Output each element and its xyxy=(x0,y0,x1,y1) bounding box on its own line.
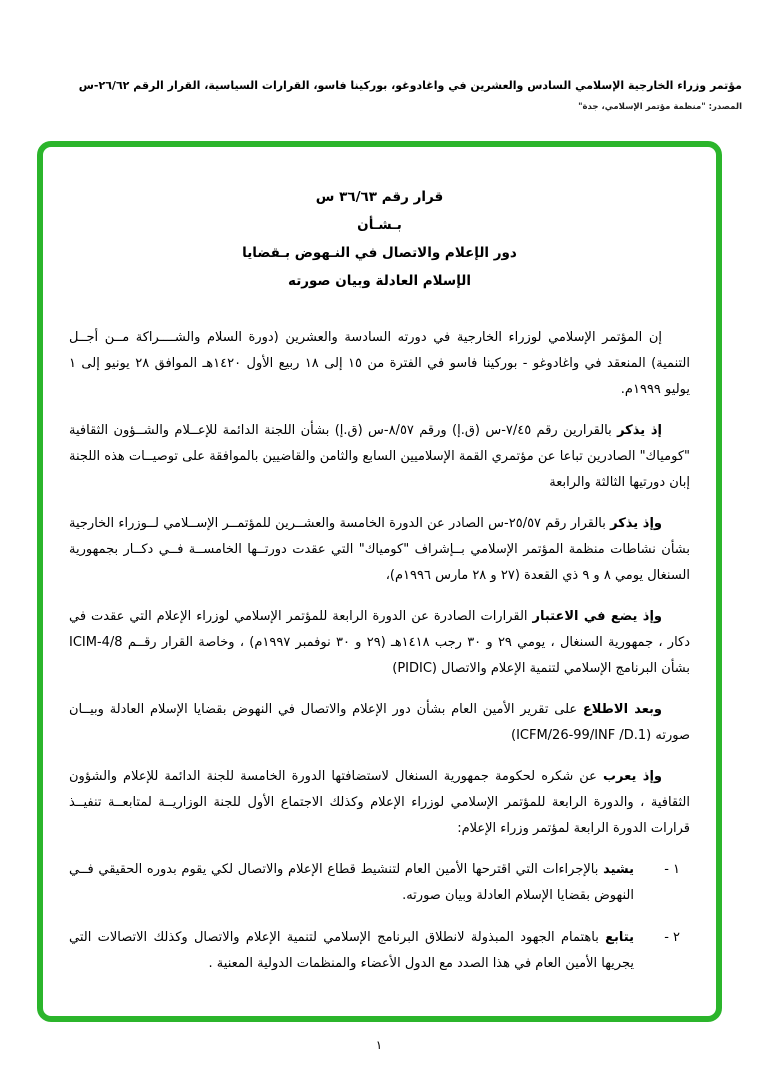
operative-items xyxy=(69,857,690,977)
preamble-paragraph-5 xyxy=(69,697,690,749)
paragraph-text: القرارات الصادرة عن الدورة الرابعة للمؤتمر الإسلامي لوزراء الإعلام التي عقدت في دكار ، جمهورية السنغال ، يومي ٢٩ و ٣٠ رجب ١٤١٨هـ (٢٩ و ٣٠ نوفمبر ١٩٩٧م) ، وخاصة القرار رقــم ICIM-4/8 بشأن البرنامج الإسلامي لتنمية الإعلام والاتصال (PIDIC) xyxy=(69,609,691,676)
paragraph-lead: إذ يذكر xyxy=(617,423,662,438)
operative-item-2 xyxy=(69,925,680,977)
paragraph-lead: وإذ يذكر xyxy=(610,516,662,531)
title-regarding: بـشـأن xyxy=(357,217,402,233)
paragraph-text: إن المؤتمر الإسلامي لوزراء الخارجية في دورته السادسة والعشرين (دورة السلام والشــــراكة مــن أجــل التنمية) المنعقد في واغادوغو - بوركينا فاسو في الفترة من ١٥ إلى ١٨ ربيع الأول ١٤٢٠هـ الموافق ٢٨ يونيو إلى ١ يوليو ١٩٩٩م. xyxy=(69,330,690,397)
item-lead: يشيد xyxy=(603,862,634,877)
header-source: المصدر: "منظمة مؤتمر الإسلامي، جدة" xyxy=(578,102,742,112)
paragraph-text: على تقرير الأمين العام بشأن دور الإعلام والاتصال في النهوض بقضايا الإسلام العادلة وبيــان صورته (ICFM/26-99/INF /D.1) xyxy=(69,702,690,743)
paragraph-text: عن شكره لحكومة جمهورية السنغال لاستضافتها الدورة الخامسة للجنة الدائمة للإعلام والشؤون الثقافية ، والدورة الرابعة للمؤتمر الإسلامي لوزراء الإعلام وكذلك الاجتماع الأول للجنة الوزاريــة لمتابعــة تنفيــذ قرارات الدورة الرابعة لمؤتمر وزراء الإعلام: xyxy=(69,769,690,836)
operative-item-1 xyxy=(69,857,680,909)
preamble-paragraph-4 xyxy=(69,604,690,682)
resolution-title xyxy=(69,183,690,295)
page-number: ١ xyxy=(375,1038,383,1052)
preamble-paragraph-1 xyxy=(69,325,690,403)
item-body: باهتمام الجهود المبذولة لانطلاق البرنامج الإسلامي لتنمية الإعلام والاتصال وكذلك الاتصالات التي يجريها الأمين العام في هذا الصدد مع الدول الأعضاء والمنظمات الدولية المعنية . xyxy=(69,930,634,971)
resolution-body xyxy=(69,325,690,977)
item-number: ٢ - xyxy=(664,930,680,945)
paragraph-lead: وإذ يضع في الاعتبار xyxy=(532,609,662,624)
paragraph-lead: وإذ يعرب xyxy=(602,769,662,784)
resolution-frame xyxy=(37,141,722,1022)
item-text xyxy=(69,857,634,909)
preamble-paragraph-3 xyxy=(69,511,690,589)
title-subject-line-1: دور الإعلام والاتصال في النـهوض بـقضايا xyxy=(242,245,517,261)
header-citation: مؤتمر وزراء الخارجية الإسلامي السادس والعشرين في واغادوغو، بوركينا فاسو، القرارات السياسية، القرار الرقم ٢٦/٦٢-س xyxy=(78,79,742,92)
preamble-paragraph-2 xyxy=(69,418,690,496)
item-number: ١ - xyxy=(664,862,680,877)
title-subject-line-2: الإسلام العادلة وبيان صورته xyxy=(288,273,471,289)
item-body: بالإجراءات التي اقترحها الأمين العام لتنشيط قطاع الإعلام والاتصال لكي يقوم بدوره الحقيقي فــي النهوض بقضايا الإسلام العادلة وبيان صورته. xyxy=(69,862,634,903)
paragraph-lead: وبعد الاطلاع xyxy=(582,702,663,717)
title-resolution-number: قرار رقم ٣٦/٦٣ س xyxy=(315,189,444,205)
paragraph-text: بالقرارين رقم ٧/٤٥-س (ق.إ) ورقم ٨/٥٧-س (ق.إ) بشأن اللجنة الدائمة للإعــلام والشــؤون الثقافية "كومياك" الصادرين تباعا عن مؤتمري القمة الإسلاميين السابع والثامن والقاضيين بالموافقة على توصيــات هذه اللجنة إبان دورتيها الثالثة والرابعة xyxy=(69,423,690,490)
item-text xyxy=(69,925,634,977)
document-header xyxy=(16,78,742,112)
preamble-paragraph-6 xyxy=(69,764,690,842)
paragraph-text: بالقرار رقم ٢٥/٥٧-س الصادر عن الدورة الخامسة والعشــرين للمؤتمــر الإســلامي لــوزراء الخارجية بشأن نشاطات منظمة المؤتمر الإسلامي بــإشراف "كومياك" التي عقدت دورتــها الخامســة فــي دكــار بجمهورية السنغال يومي ٨ و ٩ ذي القعدة (٢٧ و ٢٨ مارس ١٩٩٦م)، xyxy=(69,516,690,583)
item-lead: يتابع xyxy=(605,930,634,945)
